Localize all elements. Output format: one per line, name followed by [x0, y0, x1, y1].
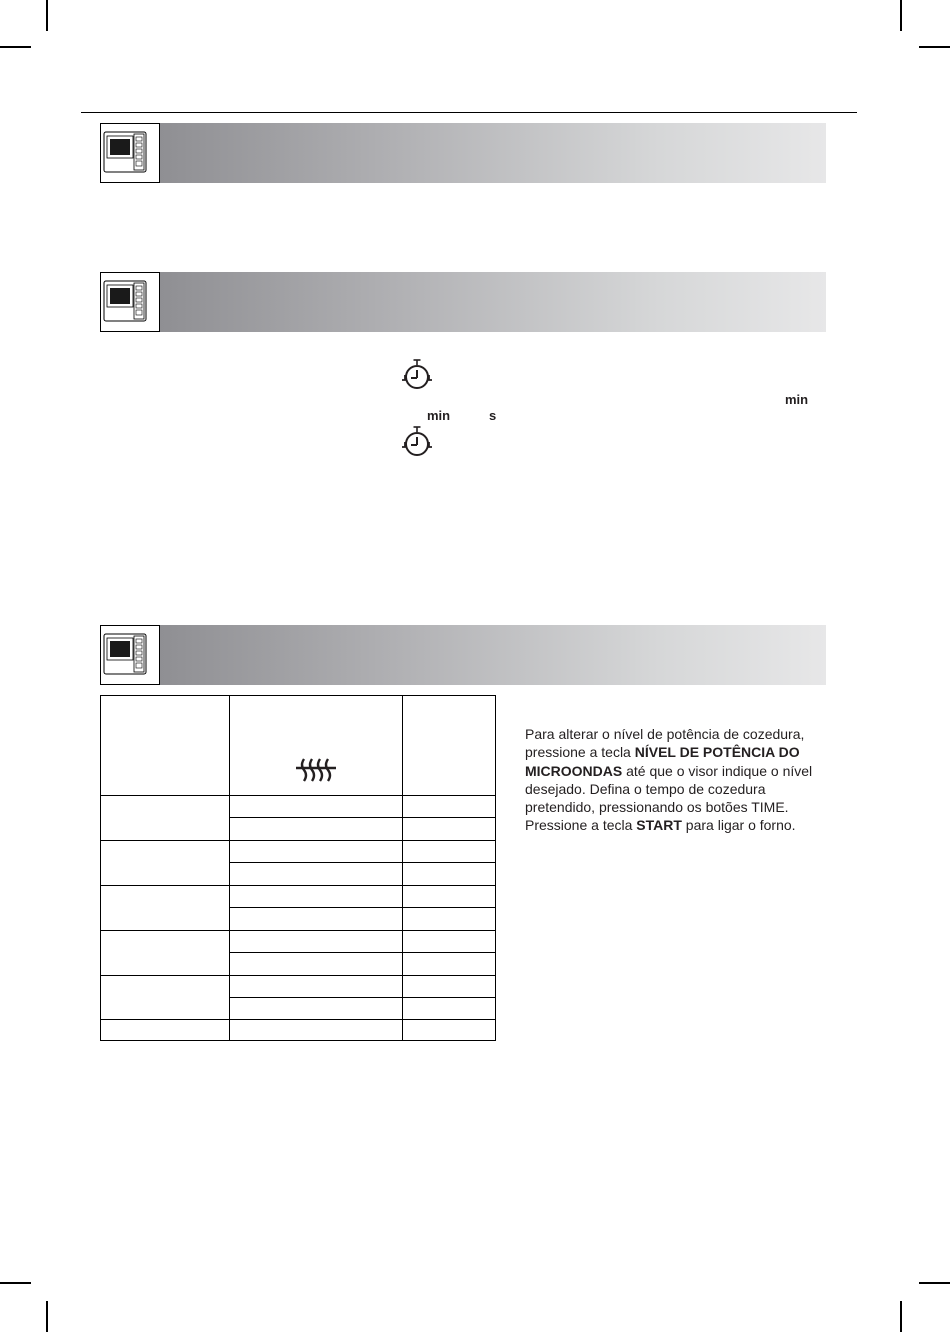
table-row-divider — [229, 952, 495, 953]
table-row-divider — [101, 885, 495, 886]
table-row-divider — [101, 1019, 495, 1020]
stopwatch-icon — [401, 358, 435, 392]
microwave-icon — [100, 123, 160, 183]
microwave-power-icon — [294, 756, 338, 786]
section-header-3 — [100, 625, 826, 685]
unit-min: min — [427, 408, 451, 423]
stopwatch-icon — [401, 425, 435, 459]
crop-mark — [919, 1282, 950, 1284]
crop-mark — [900, 0, 902, 31]
crop-mark — [46, 0, 48, 31]
crop-mark — [46, 1301, 48, 1332]
microwave-icon — [100, 272, 160, 332]
section-header-2 — [100, 272, 826, 332]
instructions-text: Para alterar o nível de potência de cozedura, pressione a tecla — [525, 726, 805, 761]
crop-mark — [919, 46, 950, 48]
unit-seconds: s — [489, 408, 497, 423]
instructions-text: para ligar o forno. — [681, 817, 796, 834]
unit-min-right: min — [785, 392, 809, 407]
section-header-1 — [100, 123, 826, 183]
section-title-bar — [160, 625, 826, 685]
table-row-divider — [229, 817, 495, 818]
microwave-icon — [100, 625, 160, 685]
crop-mark — [0, 46, 31, 48]
header-rule — [81, 112, 857, 113]
crop-mark — [900, 1301, 902, 1332]
power-level-instructions — [525, 725, 825, 835]
section-title-bar — [160, 272, 826, 332]
table-row-divider — [101, 795, 495, 796]
instructions-text: até que o visor indique o nível desejado. Defina o tempo de cozedura pretendido, pressionando os botões TIME. Pressione a tecla — [525, 762, 813, 834]
crop-mark — [0, 1282, 31, 1284]
table-column-divider — [229, 696, 230, 1040]
table-row-divider — [101, 930, 495, 931]
start-key-name: START — [636, 817, 682, 834]
table-row-divider — [229, 907, 495, 908]
section-title-bar — [160, 123, 826, 183]
power-level-key-name: NÍVEL DE POTÊNCIA DO MICROONDAS — [525, 744, 800, 779]
power-level-table — [100, 695, 496, 1041]
table-column-divider — [402, 696, 403, 1040]
table-row-divider — [229, 862, 495, 863]
table-row-divider — [101, 975, 495, 976]
table-row-divider — [229, 997, 495, 998]
table-row-divider — [101, 840, 495, 841]
